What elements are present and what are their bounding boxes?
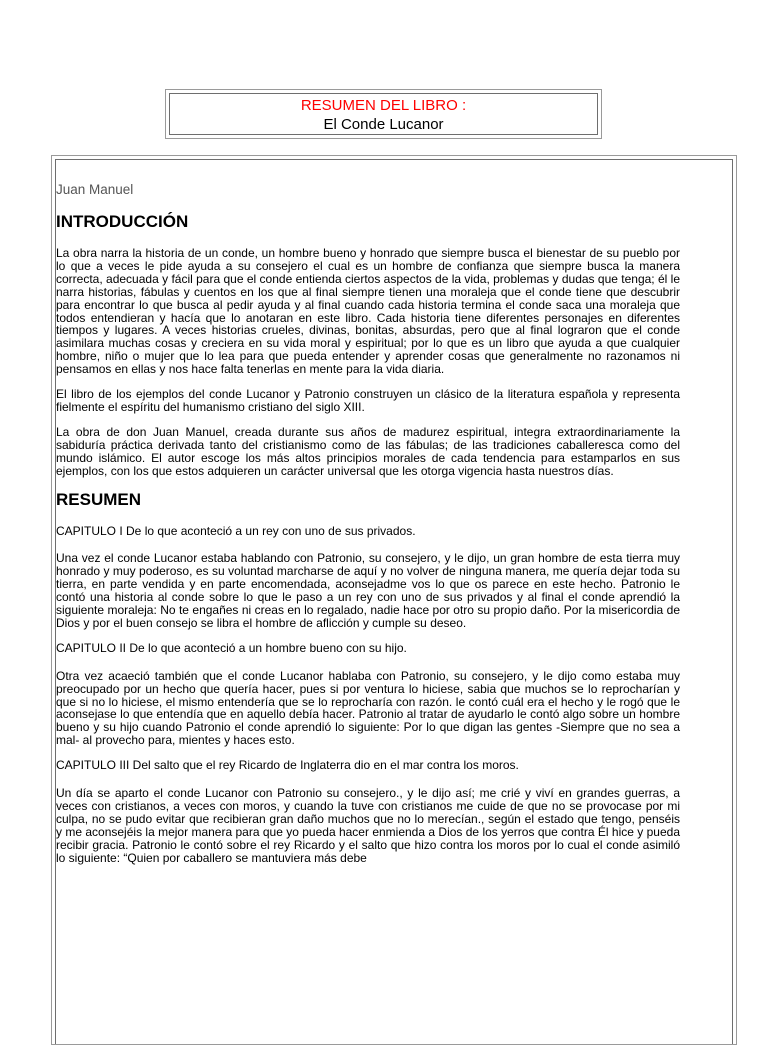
introduccion-heading: INTRODUCCIÓN [56,212,189,231]
chapter-1-text: Una vez el conde Lucanor estaba hablando con Patronio, su consejero, y le dijo, un gran hombre de esta tierra muy honrado y muy poderoso, es su voluntad marcharse de aquí y no volver de ninguna manera, me quería dejar toda su tierra, en parte vendida y en parte encomendada, aconsejadme vos lo que os parece en este hecho. Patronio le contó una historia al conde sobre lo que le paso a un rey con uno de sus privados y al final el conde aprendió la siguiente moraleja: No te engañes ni creas en lo regalado, nadie hace por otro su propio daño. Por la misericordia de Dios y por el buen consejo se libra el hombre de aflicción y cumple su deseo. [56,551,680,630]
intro-paragraph-3: La obra de don Juan Manuel, creada durante sus años de madurez espiritual, integra extraordinariamente la sabiduría práctica derivada tanto del cristianismo como de las fábulas; de las tradiciones caballeresca como del mundo islámico. El autor escoge los más altos principios morales de cada tendencia para estamparlos en sus ejemplos, con los que estos adquieren un carácter universal que les otorga vigencia hasta nuestros días. [56,424,680,478]
author-name: Juan Manuel [56,182,134,197]
chapter-1-title: CAPITULO I De lo que aconteció a un rey con uno de sus privados. [56,523,416,538]
book-title: El Conde Lucanor [323,116,444,133]
intro-paragraph-2: El libro de los ejemplos del conde Lucanor y Patronio construyen un clásico de la literatura española y representa fielmente el espíritu del humanismo cristiano del siglo XIII. [56,387,680,414]
chapter-3-title: CAPITULO III Del salto que el rey Ricardo de Inglaterra dio en el mar contra los moros. [56,758,519,773]
title-box-inner [169,93,598,135]
resumen-heading: RESUMEN [56,489,142,509]
content-box-inner [55,159,733,1044]
document-body [56,182,680,877]
chapter-2-text: Otra vez acaeció también que el conde Lucanor hablaba con Patronio, su consejero, y le dijo como estaba muy preocupado por un hecho que quería hacer, pues si por ventura lo hiciese, sabia que muchos se lo reprocharían y que si no lo hiciese, el mismo entendería que se lo reprocharía con razón. le contó cuál era el hecho y le rogó que le aconsejase lo que entendía que en aquello debía hacer. Patronio al tratar de ayudarlo le contó algo sobre un hombre bueno y su hijo cuando Patronio el conde aprendió lo siguiente: Por lo que digan las gentes -Siempre que no sea a mal- al provecho para, mientes y haces esto. [56,668,680,748]
chapter-3-text: Un día se aparto el conde Lucanor con Patronio su consejero., y le dijo así; me crié y viví en grandes guerras, a veces con cristianos, a veces con moros, y cuando la tuve con cristianos me cuide de que no se provocase por mi culpa, no se pudo evitar que recibieran gran daño muchos que no lo merecían., según el estado que tengo, penséis y me aconsejéis la mejor manera para que yo pueda hacer enmienda a Dios de los yerros que contra Él hice y pueda recibir gracia. Patronio le contó sobre el rey Ricardo y el salto que hizo contra los moros por lo cual el conde asimiló lo siguiente: “Quien por caballero se mantuviera más debe [56,786,680,865]
document-title: RESUMEN DEL LIBRO : [300,97,467,114]
chapter-2-title: CAPITULO II De lo que aconteció a un hombre bueno con su hijo. [56,640,407,655]
content-box [51,155,737,1045]
title-box [165,89,602,139]
intro-paragraph-1: La obra narra la historia de un conde, un hombre bueno y honrado que siempre busca el bienestar de su pueblo por lo que a veces le pide ayuda a su consejero el cual es un hombre de confianza que siempre busca la manera correcta, adecuada y fácil para que el conde entienda ciertos aspectos de la vida, problemas y dudas que tenga; él le narra historias, fábulas y cuentos en los que al final siempre tienen una moraleja que el conde tiene que descubrir para encontrar lo que busca al pedir ayuda y al final cuando cada historia termina el conde saca una moraleja que todos entendieran y hacía que lo anotaran en este libro. Cada historia tiene diferentes personajes en diferentes tiempos y lugares. A veces historias crueles, divinas, bonitas, absurdas, pero que al final lograron que el conde asimilara muchas cosas y creciera en su vida moral y espiritual; por lo que es un libro que ayuda a que cualquier hombre, niño o mujer que lo lea para que pueda entender y aprender cosas que generalmente no razonamos ni pensamos en ellas y nos hace falta tenerlas en mente para la vida diaria. [56,246,680,377]
